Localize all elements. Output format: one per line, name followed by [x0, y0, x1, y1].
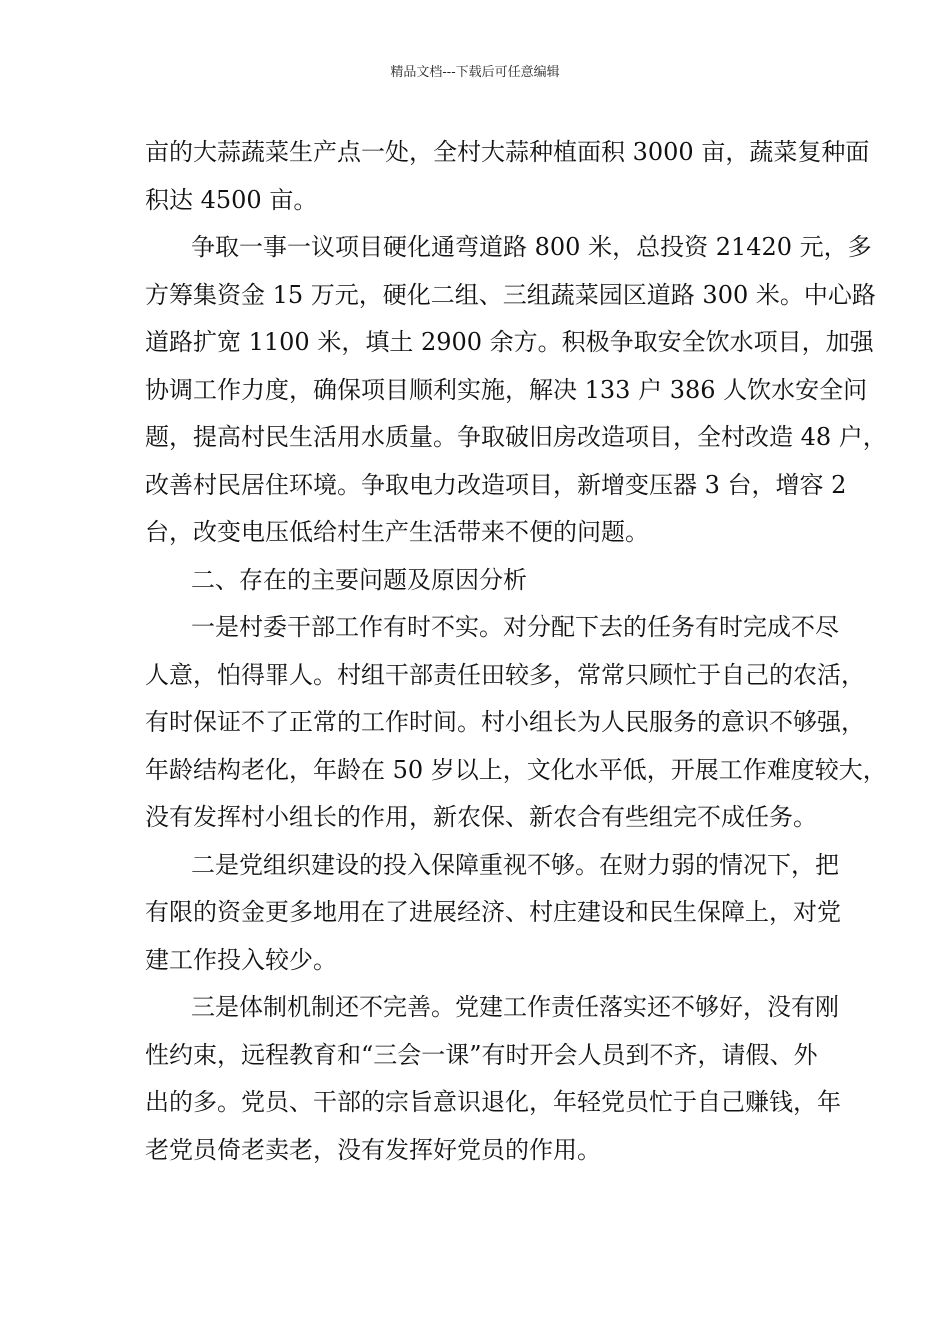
text-line: 有时保证不了正常的工作时间。村小组长为人民服务的意识不够强， — [145, 708, 865, 736]
text-line: 协调工作力度，确保项目顺利实施，解决 133 户 386 人饮水安全问 — [145, 375, 868, 404]
text-line: 老党员倚老卖老，没有发挥好党员的作用。 — [145, 1135, 601, 1164]
text-line: 有限的资金更多地用在了进展经济、村庄建设和民生保障上，对党 — [145, 898, 841, 926]
text-line: 方筹集资金 15 万元，硬化二组、三组蔬菜园区道路 300 米。中心路 — [145, 280, 876, 309]
text-line: 性约束，远程教育和“三会一课”有时开会人员到不齐，请假、外 — [145, 1040, 818, 1069]
document-body — [145, 129, 887, 1174]
section-heading: 二、存在的主要问题及原因分析 — [191, 565, 527, 594]
text-line: 台，改变电压低给村生产生活带来不便的问题。 — [145, 518, 649, 546]
text-line: 一是村委干部工作有时不实。对分配下去的任务有时完成不尽 — [191, 613, 839, 641]
text-line: 题，提高村民生活用水质量。争取破旧房改造项目，全村改造 48 户， — [145, 423, 887, 451]
text-line: 人意，怕得罪人。村组干部责任田较多，常常只顾忙于自己的农活， — [145, 660, 865, 689]
text-line: 建工作投入较少。 — [145, 945, 337, 974]
text-line: 二是党组织建设的投入保障重视不够。在财力弱的情况下，把 — [191, 850, 839, 879]
text-line: 争取一事一议项目硬化通弯道路 800 米，总投资 21420 元，多 — [191, 233, 872, 261]
text-line: 年龄结构老化，年龄在 50 岁以上，文化水平低，开展工作难度较大， — [145, 755, 887, 784]
text-line: 亩的大蒜蔬菜生产点一处，全村大蒜种植面积 3000 亩，蔬菜复种面 — [145, 138, 870, 166]
text-line: 出的多。党员、干部的宗旨意识退化，年轻党员忙于自己赚钱，年 — [145, 1088, 841, 1116]
text-line: 三是体制机制还不完善。党建工作责任落实还不够好，没有刚 — [191, 993, 839, 1021]
text-line: 改善村民居住环境。争取电力改造项目，新增变压器 3 台，增容 2 — [145, 470, 847, 499]
page-header: 精品文档---下载后可任意编辑 — [390, 65, 560, 80]
text-line: 没有发挥村小组长的作用，新农保、新农合有些组完不成任务。 — [145, 803, 817, 831]
text-line: 积达 4500 亩。 — [145, 185, 318, 214]
text-line: 道路扩宽 1100 米，填土 2900 余方。积极争取安全饮水项目，加强 — [145, 328, 874, 356]
